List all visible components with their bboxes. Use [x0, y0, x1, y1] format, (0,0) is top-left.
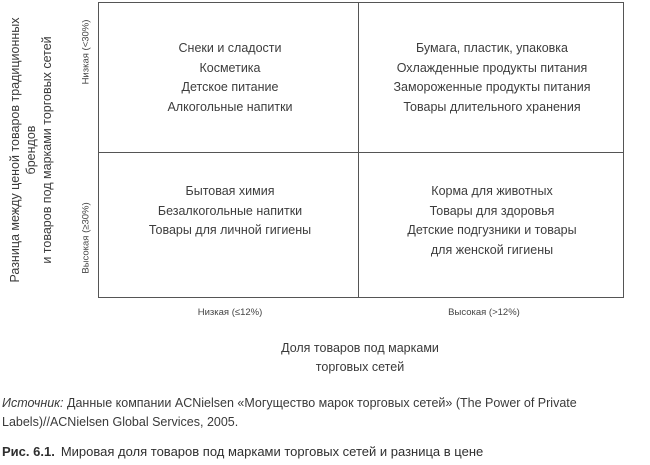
y-axis [2, 2, 60, 298]
y-axis-title-line2: и товаров под марками торговых сетей [40, 36, 54, 264]
quadrant-item: Безалкогольные напитки [157, 203, 303, 218]
quadrant-item: Охлажденные продукты питания [396, 60, 588, 75]
y-axis-title [7, 0, 55, 300]
quadrant-item: Товары длительного хранения [403, 99, 581, 114]
quadrant-item: Детские подгузники и товары [407, 223, 577, 237]
quadrant-item: для женской гигиены [430, 242, 554, 257]
quadrant-bottom-left [99, 182, 361, 241]
source-note [2, 394, 650, 432]
quadrant-matrix [98, 2, 624, 298]
quadrant-item: Детское питание [181, 80, 279, 94]
horizontal-divider [99, 152, 623, 153]
source-label: Источник: [2, 396, 64, 410]
x-tick-low: Низкая (≤12%) [197, 307, 263, 318]
source-text: Данные компании ACNielsen «Могущество марок торговых сетей» (The Power of Private [63, 396, 577, 410]
x-axis-title [230, 339, 490, 377]
quadrant-item: Косметика [199, 60, 261, 75]
source-text-line2: Labels)//ACNielsen Global Services, 2005. [2, 415, 239, 429]
figure-caption [2, 444, 483, 459]
y-tick-low: Низкая (<30%) [80, 19, 92, 85]
quadrant-item: Алкогольные напитки [167, 99, 293, 114]
quadrant-item: Товары для здоровья [429, 203, 555, 218]
quadrant-item: Бумага, пластик, упаковка [415, 41, 569, 55]
x-tick-high: Высокая (>12%) [448, 307, 520, 318]
quadrant-top-right [361, 39, 623, 117]
y-tick-high: Высокая (≥30%) [80, 202, 92, 274]
quadrant-item: Корма для животных [431, 184, 553, 198]
y-axis-title-line1: Разница между ценой товаров традиционных брендов [8, 17, 38, 283]
quadrant-top-left [99, 39, 361, 117]
x-axis-title-line2: торговых сетей [315, 360, 405, 374]
quadrant-bottom-right [361, 182, 623, 260]
quadrant-item: Товары для личной гигиены [148, 223, 312, 237]
figure-title: Мировая доля товаров под марками торговых сетей и разница в цене [60, 444, 484, 459]
x-axis-title-line1: Доля товаров под марками [281, 341, 439, 355]
quadrant-item: Снеки и сладости [178, 41, 282, 55]
figure-number: Рис. 6.1. [2, 444, 55, 459]
quadrant-item: Замороженные продукты питания [393, 80, 591, 94]
quadrant-item: Бытовая химия [185, 184, 275, 198]
